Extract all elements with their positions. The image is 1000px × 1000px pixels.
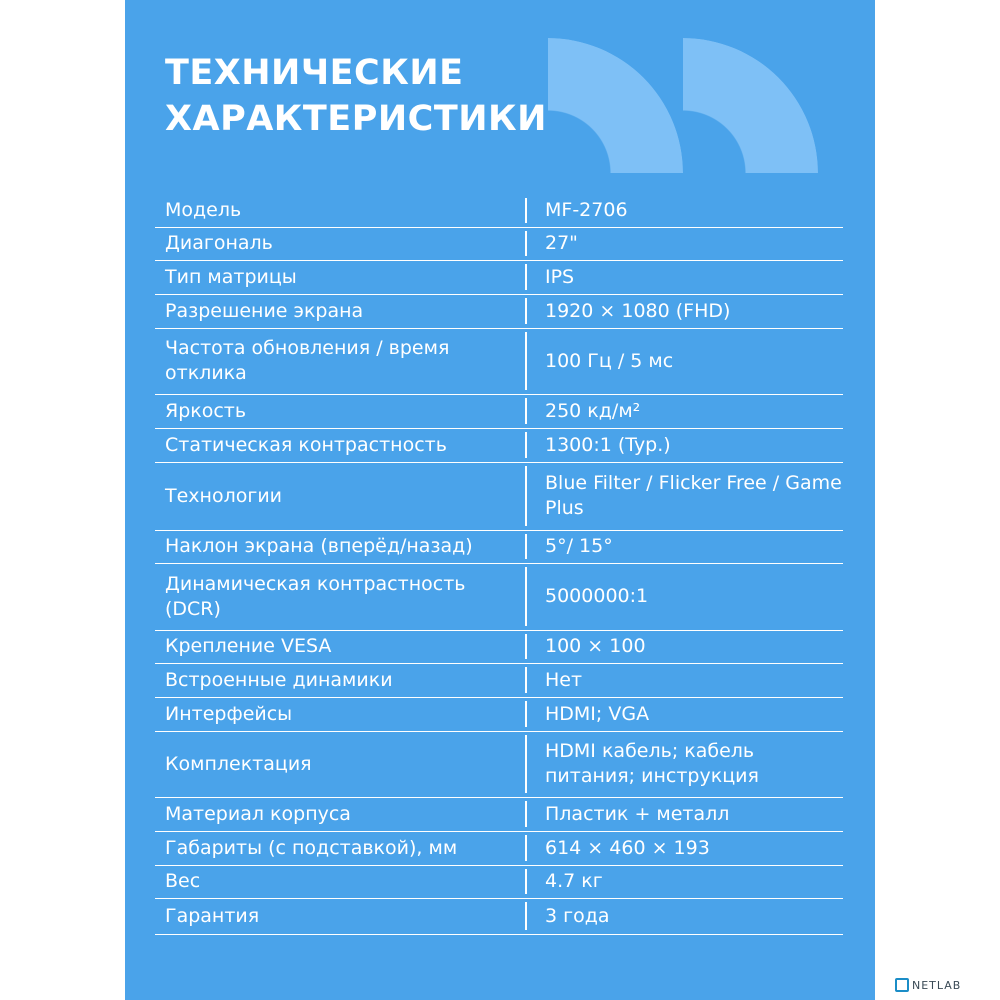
spec-row-refresh-rate <box>155 328 843 395</box>
title-line-2: ХАРАКТЕРИСТИКИ <box>165 99 547 139</box>
column-divider <box>525 264 527 290</box>
spec-value: 250 кд/м² <box>545 399 641 422</box>
spec-label: Технологии <box>165 484 283 507</box>
spec-row-static-contrast <box>155 428 843 463</box>
spec-label: Комплектация <box>165 752 312 775</box>
column-divider <box>525 701 527 727</box>
column-divider <box>525 534 527 559</box>
spec-row-warranty <box>155 898 843 935</box>
spec-value: 5°/ 15° <box>545 535 613 557</box>
spec-row-dynamic-contrast <box>155 563 843 631</box>
column-divider <box>525 567 527 626</box>
netlab-logo <box>895 974 995 996</box>
spec-value: Нет <box>545 668 583 691</box>
column-divider <box>525 667 527 693</box>
column-divider <box>525 198 527 223</box>
title-line-1: ТЕХНИЧЕСКИЕ <box>165 53 464 93</box>
spec-value: 1920 × 1080 (FHD) <box>545 299 731 322</box>
spec-row-speakers <box>155 663 843 698</box>
spec-row-resolution <box>155 294 843 329</box>
spec-label: Яркость <box>165 399 247 422</box>
spec-row-package <box>155 731 843 798</box>
spec-row-dimensions <box>155 831 843 866</box>
column-divider <box>525 835 527 861</box>
column-divider <box>525 432 527 458</box>
spec-value: 5000000:1 <box>545 585 649 607</box>
spec-value: Пластик + металл <box>545 802 730 825</box>
spec-value: 614 × 460 × 193 <box>545 836 710 859</box>
spec-value: 3 года <box>545 904 610 927</box>
column-divider <box>525 466 527 526</box>
spec-value: 1300:1 (Typ.) <box>545 433 671 456</box>
spec-row-brightness <box>155 394 843 429</box>
spec-label: Наклон экрана (вперёд/назад) <box>165 535 473 557</box>
spec-label: Габариты (с подставкой), мм <box>165 836 458 859</box>
spec-row-model <box>155 194 843 228</box>
spec-label: Диагональ <box>165 232 273 254</box>
column-divider <box>525 332 527 390</box>
spec-label: Вес <box>165 870 201 892</box>
spec-row-tilt <box>155 530 843 564</box>
netlab-logo-text: NETLAB <box>912 978 962 992</box>
spec-row-technologies <box>155 462 843 531</box>
spec-label: Тип матрицы <box>165 265 297 288</box>
spec-value: 4.7 кг <box>545 870 603 892</box>
spec-label: Разрешение экрана <box>165 299 364 322</box>
spec-value: HDMI; VGA <box>545 702 650 725</box>
spec-label: Динамическая контрастность (DCR) <box>165 572 466 620</box>
spec-value: 27" <box>545 232 578 254</box>
column-divider <box>525 634 527 659</box>
spec-label: Встроенные динамики <box>165 668 393 691</box>
netlab-logo-icon <box>895 978 909 992</box>
column-divider <box>525 231 527 256</box>
column-divider <box>525 735 527 793</box>
spec-label: Гарантия <box>165 904 260 927</box>
spec-row-vesa <box>155 630 843 664</box>
spec-value: 100 Гц / 5 мс <box>545 349 674 372</box>
spec-label: Материал корпуса <box>165 802 351 825</box>
spec-row-body-material <box>155 797 843 832</box>
spec-value: 100 × 100 <box>545 635 646 657</box>
spec-label: Крепление VESA <box>165 635 332 657</box>
spec-row-interfaces <box>155 697 843 732</box>
column-divider <box>525 801 527 827</box>
spec-value: MF-2706 <box>545 199 628 221</box>
spec-value: IPS <box>545 265 575 288</box>
spec-label: Модель <box>165 199 242 221</box>
spec-label: Статическая контрастность <box>165 433 447 456</box>
spec-label: Интерфейсы <box>165 702 293 725</box>
spec-row-diagonal <box>155 227 843 261</box>
spec-value: Blue Filter / Flicker Free / Game Plus <box>545 472 842 519</box>
spec-row-weight <box>155 865 843 899</box>
column-divider <box>525 298 527 324</box>
page-title <box>165 50 547 142</box>
column-divider <box>525 398 527 424</box>
column-divider <box>525 869 527 894</box>
spec-value: HDMI кабель; кабель питания; инструкция <box>545 740 759 787</box>
column-divider <box>525 902 527 930</box>
spec-label: Частота обновления / время отклика <box>165 337 450 384</box>
spec-row-matrix-type <box>155 260 843 295</box>
